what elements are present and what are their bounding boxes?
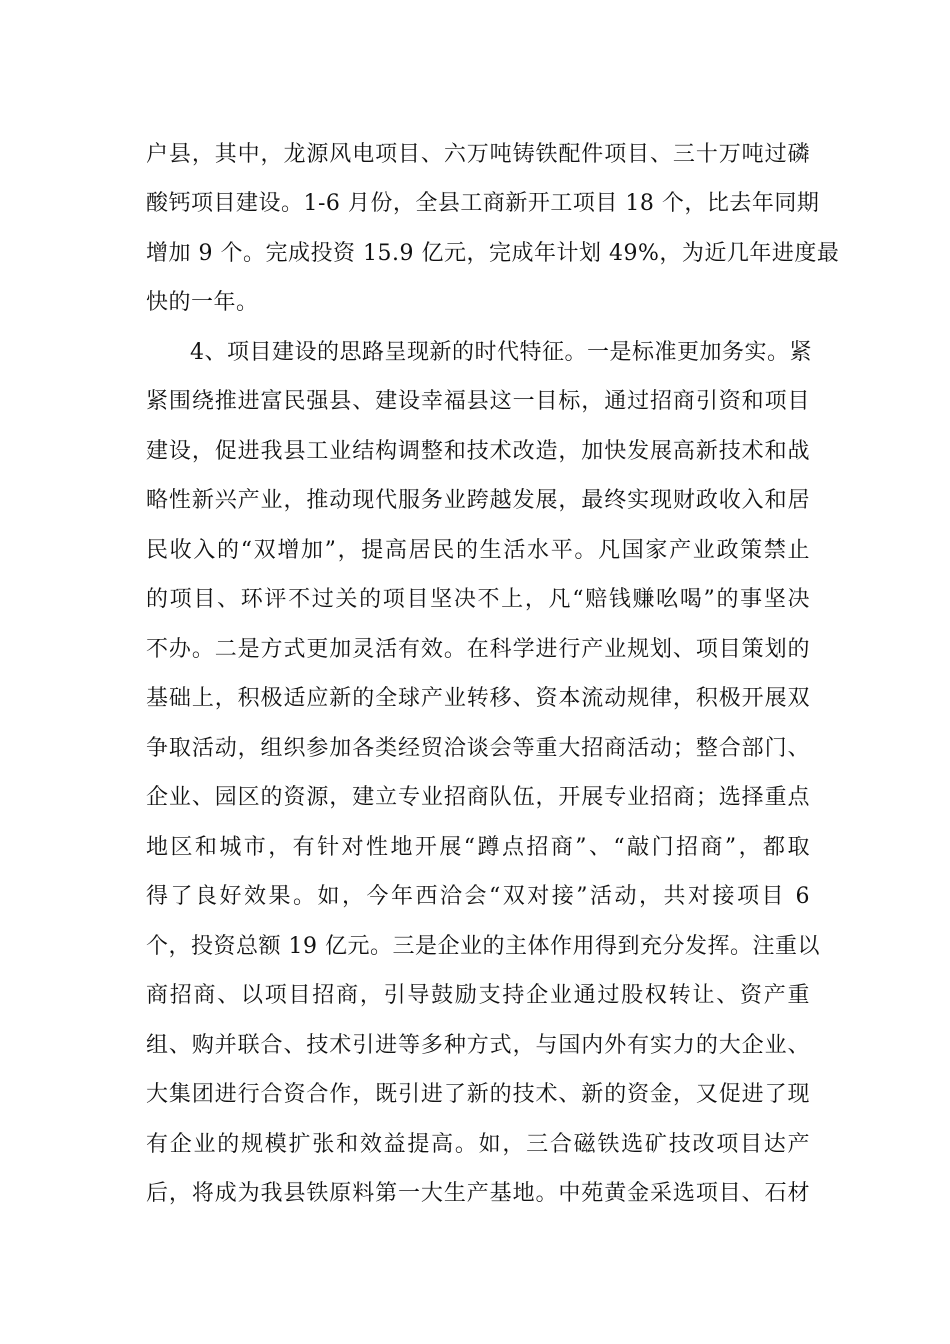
text-line: 不办。二是方式更加灵活有效。在科学进行产业规划、项目策划的	[146, 637, 810, 662]
text-line: 商招商、以项目招商，引导鼓励支持企业通过股权转让、资产重	[146, 983, 810, 1008]
text-line: 民收入的“双增加”，提高居民的生活水平。凡国家产业政策禁止	[146, 538, 810, 563]
text-line: 略性新兴产业，推动现代服务业跨越发展，最终实现财政收入和居	[146, 488, 810, 513]
text-line: 个，投资总额 19 亿元。三是企业的主体作用得到充分发挥。注重以	[146, 934, 820, 959]
text-line: 的项目、环评不过关的项目坚决不上，凡“赔钱赚吆喝”的事坚决	[146, 587, 810, 612]
text-line: 酸钙项目建设。1-6 月份，全县工商新开工项目 18 个，比去年同期	[146, 191, 820, 216]
text-line: 得了良好效果。如，今年西洽会“双对接”活动，共对接项目 6	[146, 884, 810, 909]
text-line: 后，将成为我县铁原料第一大生产基地。中苑黄金采选项目、石材	[146, 1181, 810, 1206]
text-line: 紧围绕推进富民强县、建设幸福县这一目标，通过招商引资和项目	[146, 389, 810, 414]
text-line: 增加 9 个。完成投资 15.9 亿元，完成年计划 49%，为近几年进度最	[146, 241, 840, 266]
text-line: 建设，促进我县工业结构调整和技术改造，加快发展高新技术和战	[146, 439, 810, 464]
text-line: 争取活动，组织参加各类经贸洽谈会等重大招商活动；整合部门、	[146, 736, 810, 761]
text-line: 基础上，积极适应新的全球产业转移、资本流动规律，积极开展双	[146, 686, 810, 711]
text-line: 企业、园区的资源，建立专业招商队伍，开展专业招商；选择重点	[146, 785, 810, 810]
text-line: 组、购并联合、技术引进等多种方式，与国内外有实力的大企业、	[146, 1033, 810, 1058]
text-line: 快的一年。	[146, 290, 259, 315]
text-line: 大集团进行合资合作，既引进了新的技术、新的资金，又促进了现	[146, 1082, 810, 1107]
text-line: 有企业的规模扩张和效益提高。如，三合磁铁选矿技改项目达产	[146, 1132, 810, 1157]
text-line: 户县，其中，龙源风电项目、六万吨铸铁配件项目、三十万吨过磷	[146, 142, 810, 167]
paragraph-first-line: 4、项目建设的思路呈现新的时代特征。一是标准更加务实。紧	[190, 340, 812, 365]
text-line: 地区和城市，有针对性地开展“蹲点招商”、“敲门招商”，都取	[146, 835, 810, 860]
